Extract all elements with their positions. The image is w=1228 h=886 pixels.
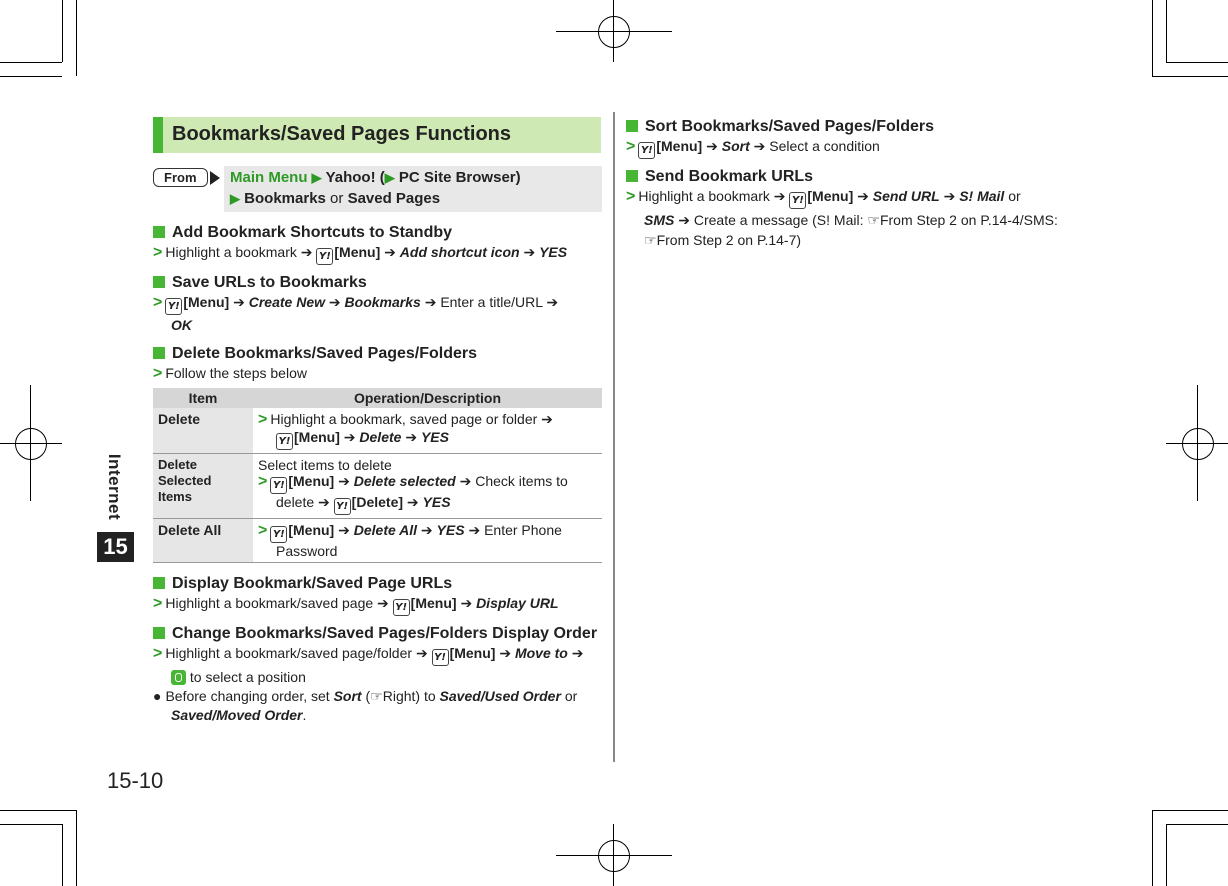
then-arrow-icon: ➔ [857,188,869,204]
step-arrow-icon: > [258,473,268,490]
table-cell-item: Delete All [153,519,253,563]
then-arrow-icon: ➔ [406,494,419,510]
step-arrow-icon: > [153,244,163,261]
registration-mark [598,16,630,48]
crop-mark [1152,0,1153,76]
section-change-order: Change Bookmarks/Saved Pages/Folders Display Order > Highlight a bookmark/saved page/folder ➔ Y! [Menu] ➔ Move to ➔ to select a position ● Before changing order, set Sort (☞Right) to Saved/Used Order or Saved/Moved Order. [153,625,598,723]
then-arrow-icon: ➔ [546,294,559,310]
section-sort [626,118,934,159]
step-arrow-icon: > [258,522,268,539]
crop-mark [1152,810,1153,886]
crop-mark [76,0,77,76]
section-delete [153,345,477,383]
arrow-right-icon: ▶ [311,170,322,185]
then-arrow-icon: ➔ [571,645,584,661]
crop-mark [0,76,62,77]
from-path-line1: Main Menu ▶ Yahoo! (▶ PC Site Browser) [230,169,521,186]
section-marker-icon [153,276,165,288]
crop-mark [1166,0,1167,62]
then-arrow-icon: ➔ [405,429,418,445]
step-line: > Highlight a bookmark ➔ Y! [Menu] ➔ Add shortcut icon ➔ YES [153,244,567,265]
section-heading: Add Bookmark Shortcuts to Standby [172,224,453,241]
then-arrow-icon: ➔ [233,294,245,310]
section-marker-icon [626,120,638,132]
yahoo-key-icon: Y! [334,498,351,515]
table-cell-op: > Y! [Menu] ➔ Delete All ➔ YES ➔ Enter Phone Password [253,519,602,563]
from-label: From [153,168,208,187]
section-marker-icon [153,627,165,639]
crop-mark [1166,824,1228,825]
step-line: > Follow the steps below [153,365,307,382]
then-arrow-icon: ➔ [377,595,389,611]
then-arrow-icon: ➔ [459,473,472,489]
section-heading: Sort Bookmarks/Saved Pages/Folders [645,118,934,135]
operations-table [153,388,602,563]
chapter-label: Internet [105,453,124,521]
crop-mark [76,810,77,886]
table-cell-op: Select items to delete > Y! [Menu] ➔ Delete selected ➔ Check items to delete ➔ Y! [Delete] ➔ YES [253,454,602,519]
then-arrow-icon: ➔ [753,138,766,154]
then-arrow-icon: ➔ [343,429,356,445]
then-arrow-icon: ➔ [338,473,350,489]
section-heading: Change Bookmarks/Saved Pages/Folders Display Order [172,625,598,642]
table-cell-item: Delete Selected Items [153,454,253,519]
yahoo-key-icon: Y! [789,192,806,209]
then-arrow-icon: ➔ [328,294,341,310]
page-title: Bookmarks/Saved Pages Functions [172,123,512,145]
yahoo-key-icon: Y! [316,248,333,265]
then-arrow-icon: ➔ [468,522,481,538]
from-label-wrap [153,168,208,187]
then-arrow-icon: ➔ [541,411,553,427]
nav-key-icon [171,670,186,685]
registration-mark [598,840,630,872]
then-arrow-icon: ➔ [678,212,690,228]
then-arrow-icon: ➔ [773,188,786,204]
step-line: > Highlight a bookmark ➔ Y! [Menu] ➔ Send URL ➔ S! Mail or [626,188,1058,209]
table-header-row [153,388,602,408]
from-path-line2: ▶ Bookmarks or Saved Pages [230,190,441,207]
section-marker-icon [153,226,165,238]
crop-mark [1152,810,1228,811]
page-number: 15-10 [107,768,164,793]
step-line: > Y! [Menu] ➔ Sort ➔ Select a condition [626,138,934,159]
from-path [224,166,602,212]
yahoo-key-icon: Y! [432,649,449,666]
arrow-right-icon: ▶ [384,170,395,185]
bullet-icon: ● [153,688,162,704]
yahoo-key-icon: Y! [393,599,410,616]
then-arrow-icon: ➔ [523,244,536,260]
crop-mark [1166,62,1228,63]
section-heading: Save URLs to Bookmarks [172,274,367,291]
table-cell-op: > Highlight a bookmark, saved page or folder ➔ Y! [Menu] ➔ Delete ➔ YES [253,408,602,454]
section-heading: Send Bookmark URLs [645,168,814,185]
section-marker-icon [153,577,165,589]
crop-mark [1152,76,1228,77]
yahoo-key-icon: Y! [638,142,655,159]
step-line: > Highlight a bookmark/saved page/folder ➔ Y! [Menu] ➔ Move to ➔ [153,645,597,666]
step-arrow-icon: > [153,365,163,382]
then-arrow-icon: ➔ [943,188,956,204]
from-arrow-icon [210,171,220,185]
crop-mark [62,0,63,62]
column-divider [613,112,615,762]
then-arrow-icon: ➔ [300,244,313,260]
then-arrow-icon: ➔ [460,595,473,611]
section-save-urls: Save URLs to Bookmarks > Y! [Menu] ➔ Create New ➔ Bookmarks ➔ Enter a title/URL ➔ OK [153,274,559,333]
then-arrow-icon: ➔ [424,294,437,310]
chapter-number: 15 [97,532,134,562]
then-arrow-icon: ➔ [499,645,512,661]
section-heading: Display Bookmark/Saved Page URLs [172,575,453,592]
then-arrow-icon: ➔ [318,494,330,510]
column-header: Item [153,388,253,408]
crop-mark [0,810,76,811]
crop-mark [62,824,63,886]
note-line: ● Before changing order, set Sort (☞Right) to Saved/Used Order or [153,688,578,704]
table-row [153,454,602,519]
crop-mark [0,824,62,825]
step-arrow-icon: > [626,138,636,155]
step-arrow-icon: > [153,294,163,311]
section-add-shortcut [153,224,567,265]
reference-hand-icon: ☞ [370,688,383,704]
then-arrow-icon: ➔ [706,138,718,154]
section-marker-icon [626,170,638,182]
column-header: Operation/Description [253,388,602,408]
registration-mark [15,428,47,460]
registration-mark [1182,428,1214,460]
table-cell-item: Delete [153,408,253,454]
section-send: Send Bookmark URLs > Highlight a bookmark ➔ Y! [Menu] ➔ Send URL ➔ S! Mail or SMS ➔ Create a message (S! Mail: ☞From Step 2 on P.14-4/SMS: ☞From Step 2 on P.14-7) [626,168,1058,248]
step-arrow-icon: > [153,645,163,662]
yahoo-key-icon: Y! [270,477,287,494]
table-row [153,408,602,454]
crop-mark [1166,824,1167,886]
section-marker-icon [153,347,165,359]
then-arrow-icon: ➔ [415,645,428,661]
yahoo-key-icon: Y! [165,298,182,315]
then-arrow-icon: ➔ [420,522,433,538]
page-title-bar [153,117,601,153]
table-row [153,519,602,563]
yahoo-key-icon: Y! [276,433,293,450]
then-arrow-icon: ➔ [384,244,396,260]
section-display-urls [153,575,559,616]
reference-hand-icon: ☞ [867,212,880,228]
then-arrow-icon: ➔ [338,522,350,538]
arrow-right-icon: ▶ [230,191,240,206]
step-line: > Y! [Menu] ➔ Create New ➔ Bookmarks ➔ Enter a title/URL ➔ [153,294,558,315]
section-heading: Delete Bookmarks/Saved Pages/Folders [172,345,478,362]
crop-mark [0,62,62,63]
step-arrow-icon: > [258,411,268,428]
step-arrow-icon: > [153,595,163,612]
step-arrow-icon: > [626,188,636,205]
step-line: > Highlight a bookmark/saved page ➔ Y! [Menu] ➔ Display URL [153,595,559,616]
yahoo-key-icon: Y! [270,526,287,543]
reference-hand-icon: ☞ [644,232,657,248]
